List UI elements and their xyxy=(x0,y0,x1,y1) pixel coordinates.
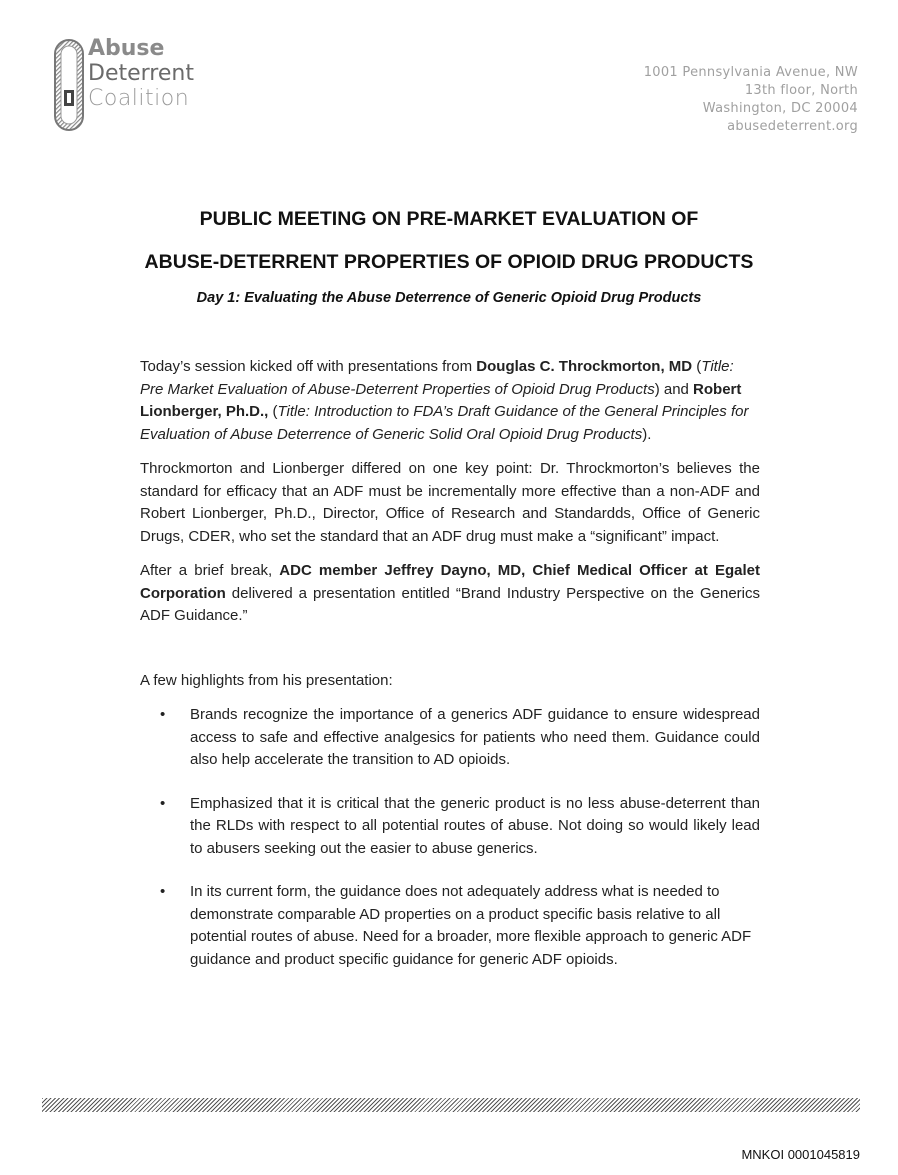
coalition-logo xyxy=(52,36,212,136)
bullet-icon: • xyxy=(160,794,166,812)
footer-hatched-bar xyxy=(42,1098,860,1112)
bates-number: MNKOI 0001045819 xyxy=(741,1147,860,1162)
presenter-name: ADC member Jeffrey Dayno, MD, Chief Medical Officer at Egalet Corporation xyxy=(140,562,760,602)
text-run: ). xyxy=(642,425,652,443)
logo-word-deterrent: Deterrent xyxy=(88,61,194,86)
highlights-list xyxy=(140,704,760,971)
text-run: delivered a presentation entitled “Brand Industry Perspective on the Generics ADF Guidance.” xyxy=(140,584,760,624)
bullet-icon: • xyxy=(160,706,166,723)
presentation-title: Title: Introduction to FDA’s Draft Guidance of the General Principles for Evaluation of Abuse Deterrence of Generic Solid Oral Opioid Drug Products xyxy=(140,403,749,443)
letterhead-address xyxy=(644,64,858,136)
text-run: ( xyxy=(692,358,702,375)
address-website: abusedeterrent.org xyxy=(727,119,858,134)
paragraph-session-intro xyxy=(140,356,760,446)
bullet-icon: • xyxy=(160,883,166,900)
list-item xyxy=(140,704,760,772)
text-run: After a brief break, xyxy=(140,562,280,579)
logo-word-coalition: Coalition xyxy=(88,86,190,111)
text-run: Today’s session kicked off with presentations from xyxy=(140,358,477,375)
logo-word-abuse: Abuse xyxy=(88,36,165,61)
text-run: ) and xyxy=(654,380,694,398)
presenter-name: Douglas C. Throckmorton, MD xyxy=(476,358,693,375)
document-title-line2: ABUSE-DETERRENT PROPERTIES OF OPIOID DRUG PRODUCTS xyxy=(144,251,754,273)
text-run: ( xyxy=(268,403,278,420)
address-street: 1001 Pennsylvania Avenue, NW xyxy=(643,65,858,80)
presenter-name: Robert Lionberger, Ph.D., xyxy=(140,380,742,420)
presentation-title: Title: Pre Market Evaluation of Abuse-Deterrent Properties of Opioid Drug Products xyxy=(140,358,734,398)
list-item-text: Brands recognize the importance of a generics ADF guidance to ensure widespread access to safe and effective analgesics for patients who need them. Guidance could also help accelerate the transition to AD opioids. xyxy=(190,706,760,768)
list-item xyxy=(140,793,760,861)
list-item-text: In its current form, the guidance does not adequately address what is needed to demonstrate comparable AD properties on a product specific basis relative to all potential routes of abuse. Need for a broader, more flexible approach to generic ADF guidance and product specific guidance for generic ADF opioids. xyxy=(190,883,752,968)
capsule-logo-icon xyxy=(52,36,86,136)
address-city: Washington, DC 20004 xyxy=(702,101,858,116)
address-floor: 13th floor, North xyxy=(744,83,858,98)
list-item xyxy=(140,881,760,971)
document-title-line1: PUBLIC MEETING ON PRE-MARKET EVALUATION OF xyxy=(199,208,699,230)
document-body xyxy=(140,356,760,992)
paragraph-dayno-presentation xyxy=(140,560,760,628)
document-subtitle: Day 1: Evaluating the Abuse Deterrence of Generic Opioid Drug Products xyxy=(196,290,702,306)
list-item-text: Emphasized that it is critical that the generic product is no less abuse-deterrent than the RLDs with respect to all potential routes of abuse. Not doing so would likely lead to abusers seeking out the easier to abuse generics. xyxy=(190,794,760,857)
paragraph-key-difference: Throckmorton and Lionberger differed on one key point: Dr. Throckmorton’s believes the standard for efficacy that an ADF must be incrementally more effective than a non-ADF and Robert Lionberger, Ph.D., Director, Office of Research and Standardds, Office of Generic Drugs, CDER, who set the standard that an ADF drug must make a “significant” impact. xyxy=(140,460,760,545)
paragraph-highlights-intro: A few highlights from his presentation: xyxy=(140,671,393,689)
